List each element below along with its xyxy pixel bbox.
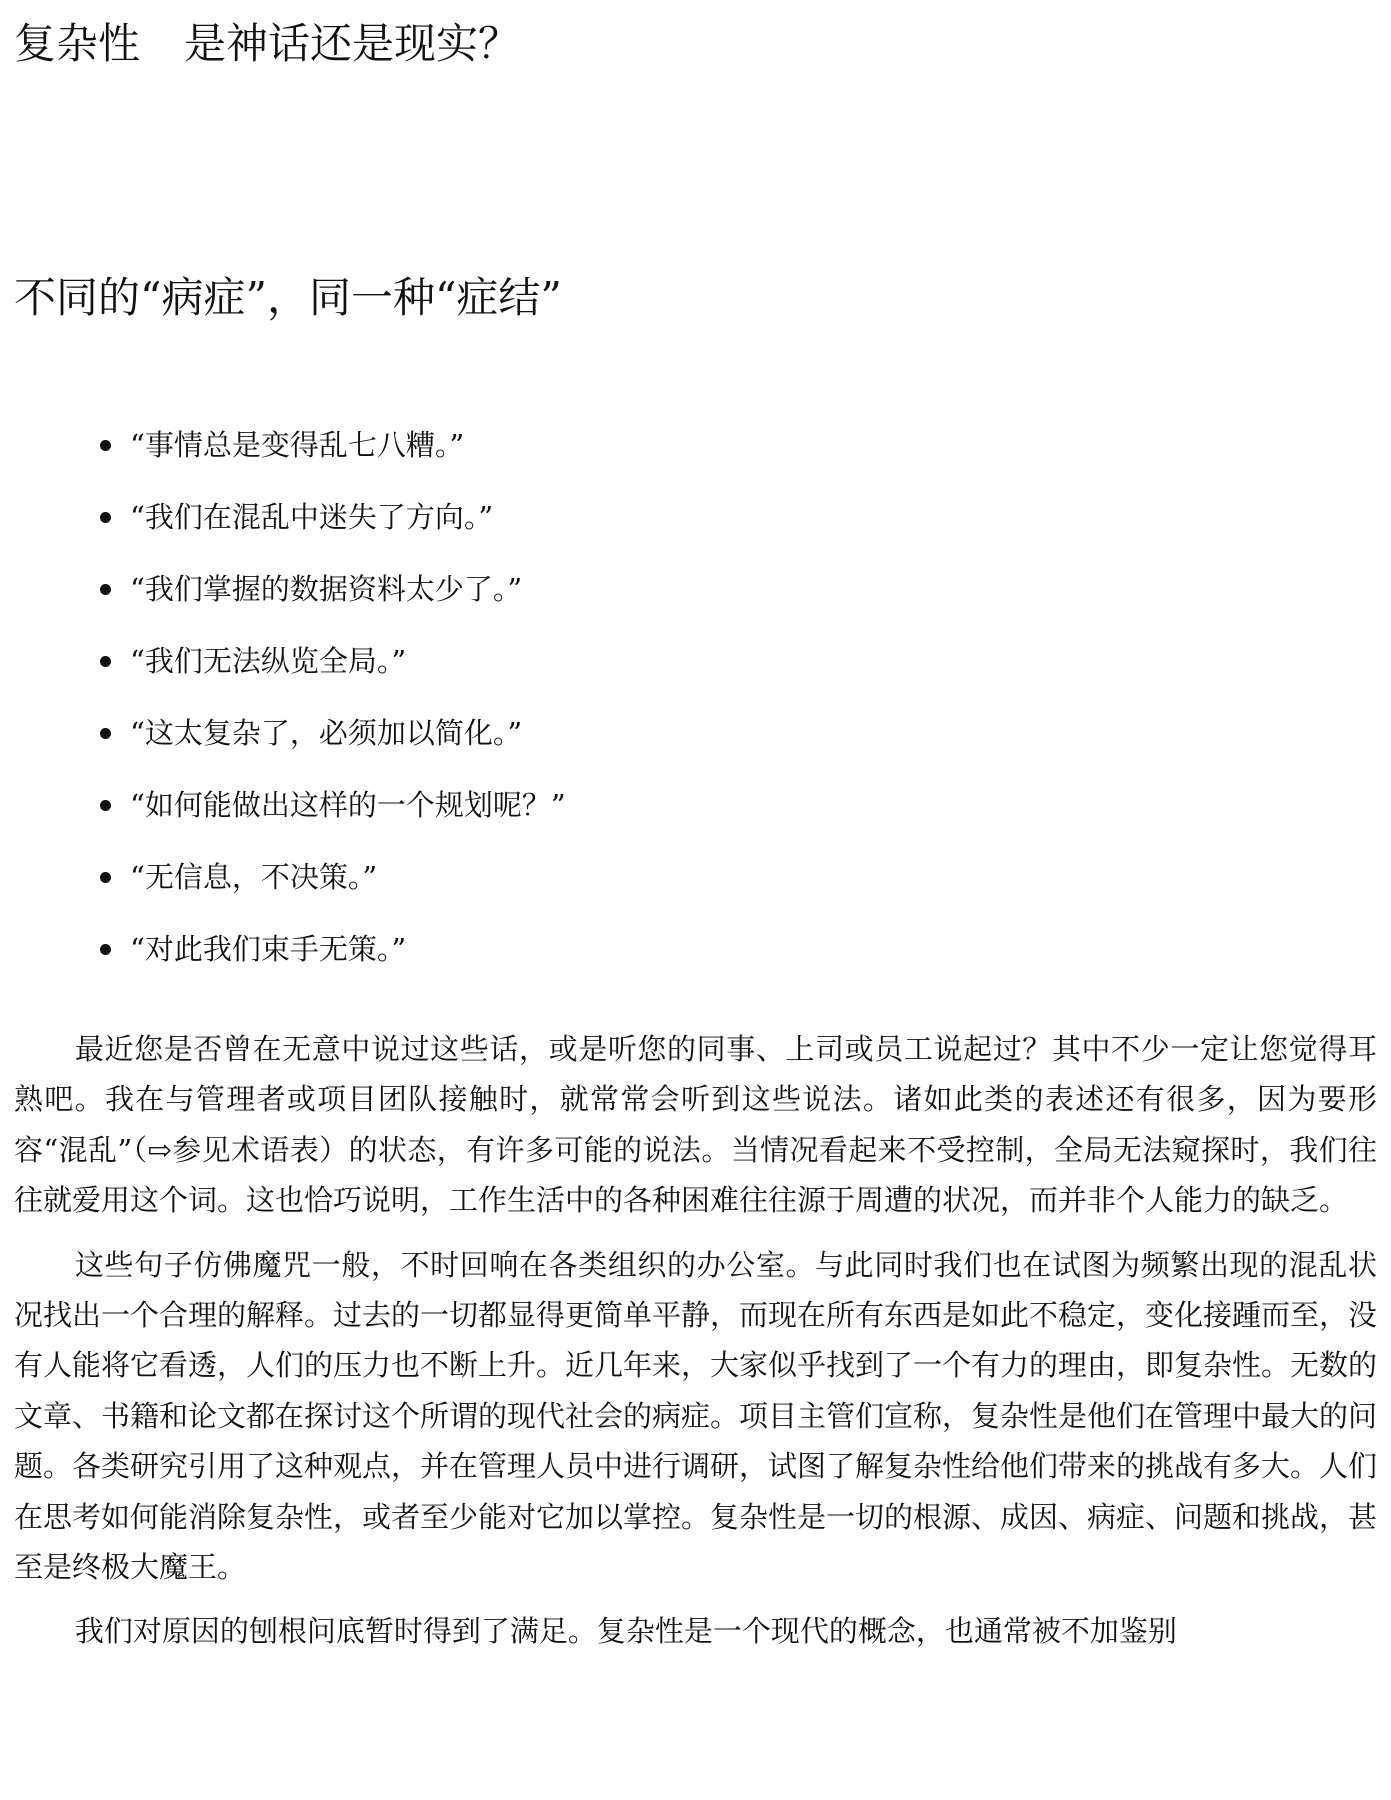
quote-text: “对此我们束手无策。”: [130, 932, 407, 966]
list-item: [94, 636, 566, 708]
bullet-icon: [100, 512, 111, 523]
bullet-icon: [100, 800, 111, 811]
quote-text: “我们在混乱中迷失了方向。”: [130, 500, 494, 534]
section-title: 不同的“病症”，同一种“症结”: [14, 273, 562, 322]
list-item: [94, 924, 566, 996]
chapter-label: 复杂性: [14, 19, 141, 68]
paragraph: 我们对原因的刨根问底暂时得到了满足。复杂性是一个现代的概念，也通常被不加鉴别: [74, 1614, 1177, 1649]
quote-text: “如何能做出这样的一个规划呢？”: [130, 788, 566, 822]
quote-text: “我们掌握的数据资料太少了。”: [130, 572, 523, 606]
chapter-title: [14, 14, 520, 74]
body-text: [14, 1024, 1377, 1671]
quote-text: “这太复杂了，必须加以简化。”: [130, 716, 523, 750]
list-item: [94, 564, 566, 636]
quote-text: “事情总是变得乱七八糟。”: [130, 428, 465, 462]
bullet-icon: [100, 584, 111, 595]
list-item: [94, 420, 566, 492]
paragraph: 最近您是否曾在无意中说过这些话，或是听您的同事、上司或员工说起过？其中不少一定让您觉得耳熟吧。我在与管理者或项目团队接触时，就常常会听到这些说法。诸如此类的表述还有很多，因为要形容“混乱”（⇨参见术语表）的状态，有许多可能的说法。当情况看起来不受控制，全局无法窥探时，我们往往就爱用这个词。这也恰巧说明，工作生活中的各种困难往往源于周遭的状况，而并非个人能力的缺乏。: [14, 1032, 1377, 1218]
paragraph: 这些句子仿佛魔咒一般，不时回响在各类组织的办公室。与此同时我们也在试图为频繁出现的混乱状况找出一个合理的解释。过去的一切都显得更简单平静，而现在所有东西是如此不稳定，变化接踵而至，没有人能将它看透，人们的压力也不断上升。近几年来，大家似乎找到了一个有力的理由，即复杂性。无数的文章、书籍和论文都在探讨这个所谓的现代社会的病症。项目主管们宣称，复杂性是他们在管理中最大的问题。各类研究引用了这种观点，并在管理人员中进行调研，试图了解复杂性给他们带来的挑战有多大。人们在思考如何能消除复杂性，或者至少能对它加以掌控。复杂性是一切的根源、成因、病症、问题和挑战，甚至是终极大魔王。: [14, 1247, 1378, 1585]
list-item: [94, 492, 566, 564]
bullet-icon: [100, 872, 111, 883]
chapter-subtitle: 是神话还是现实？: [184, 19, 521, 68]
quote-text: “无信息，不决策。”: [130, 860, 378, 894]
bullet-icon: [100, 440, 111, 451]
quote-text: “我们无法纵览全局。”: [130, 644, 407, 678]
list-item: [94, 852, 566, 924]
list-item: [94, 708, 566, 780]
list-item: [94, 780, 566, 852]
bullet-icon: [100, 656, 111, 667]
bullet-icon: [100, 944, 111, 955]
bullet-icon: [100, 728, 111, 739]
quote-list: [94, 420, 566, 996]
